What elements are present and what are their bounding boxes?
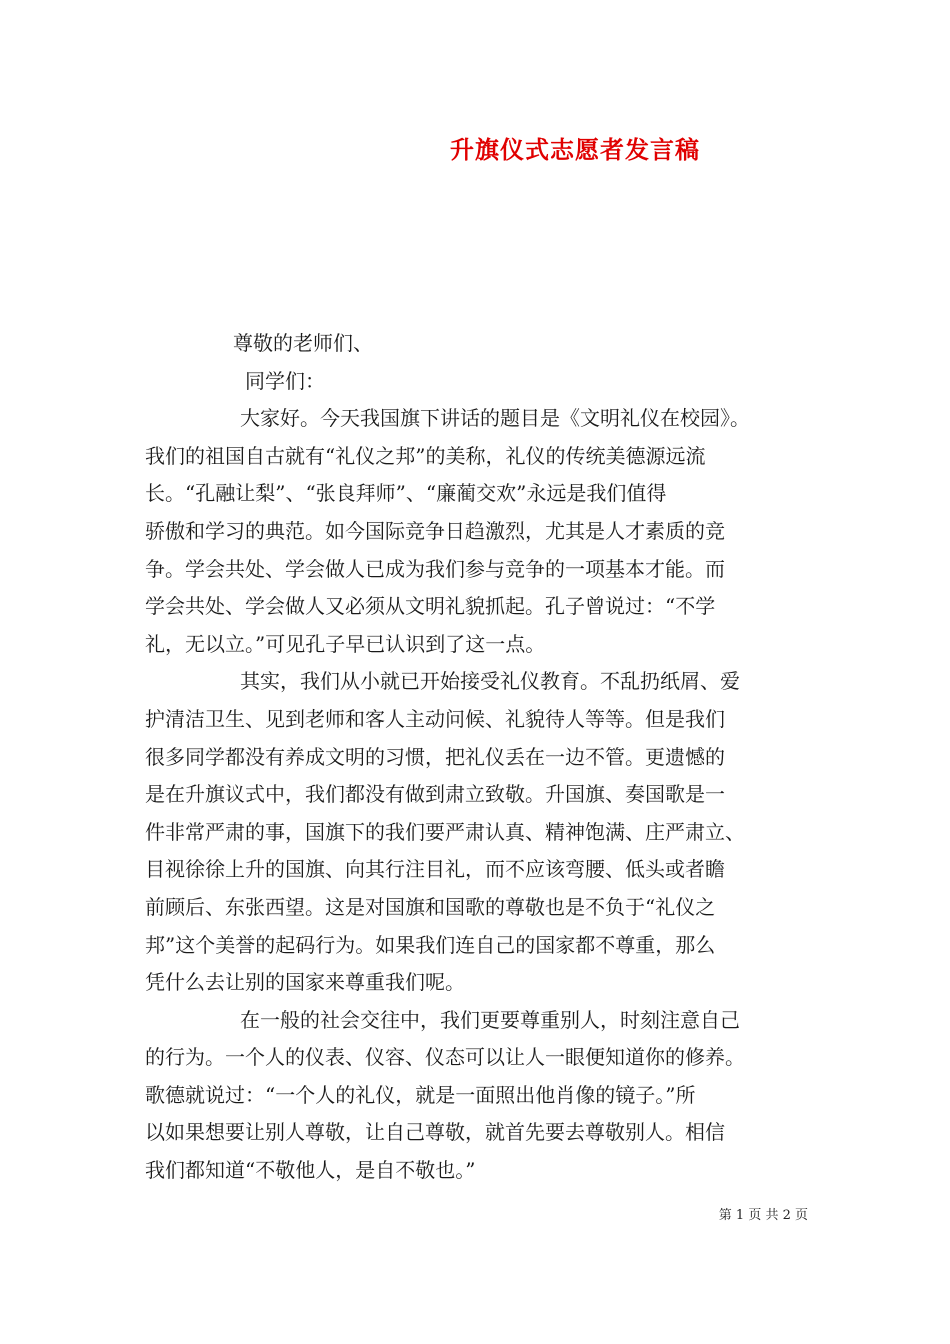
paragraph-line: 歌德就说过：“一个人的礼仪，就是一面照出他肖像的镜子。”所 bbox=[145, 1082, 696, 1107]
paragraph-line: 很多同学都没有养成文明的习惯，把礼仪丢在一边不管。更遗憾的 bbox=[145, 744, 725, 769]
paragraph-line: 件非常严肃的事，国旗下的我们要严肃认真、精神饱满、庄严肃立、 bbox=[145, 819, 745, 844]
paragraph-1 bbox=[145, 400, 810, 663]
paragraph-line: 骄傲和学习的典范。如今国际竞争日趋激烈，尤其是人才素质的竞 bbox=[145, 518, 725, 543]
greeting-line: 尊敬的老师们、 bbox=[233, 331, 373, 355]
page-indicator: 第 1 页 共 2 页 bbox=[718, 1208, 808, 1223]
paragraph-line: 邦”这个美誉的起码行为。如果我们连自己的国家都不尊重，那么 bbox=[145, 932, 716, 957]
paragraph-2 bbox=[145, 663, 810, 1001]
paragraph-line: 目视徐徐上升的国旗、向其行注目礼，而不应该弯腰、低头或者瞻 bbox=[145, 857, 725, 882]
paragraph-line: 在一般的社会交往中，我们更要尊重别人，时刻注意自己 bbox=[240, 1007, 740, 1032]
document-title: 升旗仪式志愿者发言稿 bbox=[450, 136, 700, 164]
paragraph-line: 我们的祖国自古就有“礼仪之邦”的美称，礼仪的传统美德源远流 bbox=[145, 443, 706, 468]
greeting-line: 同学们： bbox=[245, 368, 325, 393]
paragraph-line: 以如果想要让别人尊敬，让自己尊敬，就首先要去尊敬别人。相信 bbox=[145, 1120, 725, 1145]
paragraph-line: 我们都知道“不敬他人，是自不敬也。” bbox=[145, 1158, 476, 1183]
paragraph-line: 大家好。今天我国旗下讲话的题目是《文明礼仪在校园》。 bbox=[240, 406, 750, 431]
paragraph-3 bbox=[145, 1002, 810, 1190]
paragraph-line: 长。“孔融让梨”、“张良拜师”、“廉蔺交欢”永远是我们值得 bbox=[145, 481, 667, 506]
paragraph-line: 争。学会共处、学会做人已成为我们参与竞争的一项基本才能。而 bbox=[145, 556, 725, 581]
paragraph-line: 其实，我们从小就已开始接受礼仪教育。不乱扔纸屑、爱 bbox=[240, 669, 740, 694]
paragraph-line: 凭什么去让别的国家来尊重我们呢。 bbox=[145, 970, 465, 995]
paragraph-line: 护清洁卫生、见到老师和客人主动问候、礼貌待人等等。但是我们 bbox=[145, 706, 725, 731]
paragraph-line: 的行为。一个人的仪表、仪容、仪态可以让人一眼便知道你的修养。 bbox=[145, 1045, 745, 1070]
paragraph-line: 学会共处、学会做人又必须从文明礼貌抓起。孔子曾说过：“不学 bbox=[145, 594, 716, 619]
document-body bbox=[145, 325, 810, 1190]
paragraph-line: 前顾后、东张西望。这是对国旗和国歌的尊敬也是不负于“礼仪之 bbox=[145, 894, 716, 919]
paragraph-line: 是在升旗议式中，我们都没有做到肃立致敬。升国旗、奏国歌是一 bbox=[145, 782, 725, 807]
paragraph-line: 礼，无以立。”可见孔子早已认识到了这一点。 bbox=[145, 631, 546, 656]
